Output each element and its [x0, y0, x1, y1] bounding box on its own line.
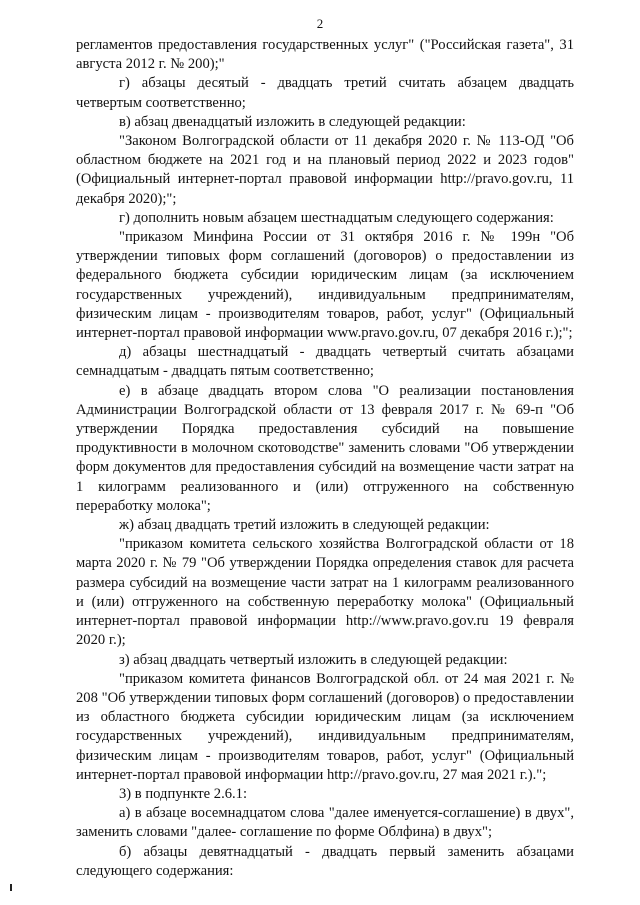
paragraph-quote-minfin: "приказом Минфина России от 31 октября 2016 г. № 199н "Об утверждении типовых форм соглашений (договоров) о предоставлении из федерального бюджета субсидии юридическим лицам (за исключением государственных учреждений), индивидуальным предпринимателям, физическим лицам - производителям товаров, работ, услуг" (Официальный интернет-портал правовой информации www.pravo.gov.ru, 07 декабря 2016 г.);";	[76, 229, 574, 342]
paragraph-quote-finance: "приказом комитета финансов Волгоградской обл. от 24 мая 2021 г. № 208 "Об утверждении типовых форм соглашений (договоров) о предоставлении из областного бюджета субсидии юридическим лицам (за исключением государственных учреждений), индивидуальным предпринимателям, физическим лицам - производителям товаров, работ, услуг" (Официальный интернет-портал правовой информации http://pravo.gov.ru, 27 мая 2021 г.).";	[76, 670, 574, 783]
paragraph-item-z: з) абзац двадцать четвертый изложить в следующей редакции:	[119, 651, 508, 668]
paragraph-item-v: в) абзац двенадцатый изложить в следующей редакции:	[119, 113, 466, 130]
paragraph-item-zh: ж) абзац двадцать третий изложить в следующей редакции:	[119, 517, 490, 534]
paragraph-item-e: е) в абзаце двадцать втором слова "О реализации постановления Администрации Волгоградской области от 13 февраля 2017 г. № 69-п "Об утверждении Порядка предоставления субсидий на повышение продуктивности в молочном скотоводстве" заменить словами "Об утверждении форм документов для предоставления субсидий на возмещение части затрат на 1 килограмм реализованного и (или) отгруженного на собственную переработку молока";	[76, 382, 574, 514]
paragraph-continuation: регламентов предоставления государственных услуг" ("Российская газета", 31 августа 2012 г. № 200);"	[76, 37, 574, 73]
document-body	[76, 36, 574, 881]
scan-edge-mark	[10, 884, 12, 891]
paragraph-item-g-second: г) дополнить новым абзацем шестнадцатым следующего содержания:	[119, 209, 554, 226]
page-number: 2	[316, 16, 324, 31]
paragraph-item-g-first: г) абзацы десятый - двадцать третий считать абзацем двадцать четвертым соответственно;	[76, 75, 574, 111]
paragraph-item-a: а) в абзаце восемнадцатом слова "далее именуется-соглашение) в двух", заменить словами "далее- соглашение по форме Облфина) в двух";	[76, 805, 574, 841]
paragraph-item-b: б) абзацы девятнадцатый - двадцать первый заменить абзацами следующего содержания:	[76, 843, 574, 879]
paragraph-quote-agriculture: "приказом комитета сельского хозяйства Волгоградской области от 18 марта 2020 г. № 79 "Об утверждении Порядка определения ставок для расчета размера субсидий на возмещение части затрат на 1 килограмм реализованного и (или) отгруженного на собственную переработку молока" (Официальный интернет-портал правовой информации http://www.pravo.gov.ru 19 февраля 2020 г.);	[76, 536, 574, 649]
paragraph-quote-law: "Законом Волгоградской области от 11 декабря 2020 г. № 113-ОД "Об областном бюджете на 2021 год и на плановый период 2022 и 2023 годов" (Официальный интернет-портал правовой информации http://pravo.gov.ru, 11 декабря 2020);";	[76, 133, 574, 207]
paragraph-item-d: д) абзацы шестнадцатый - двадцать четвертый считать абзацами семнадцатым - двадцать пятым соответственно;	[76, 344, 574, 380]
paragraph-subpoint-3: 3) в подпункте 2.6.1:	[119, 785, 248, 802]
